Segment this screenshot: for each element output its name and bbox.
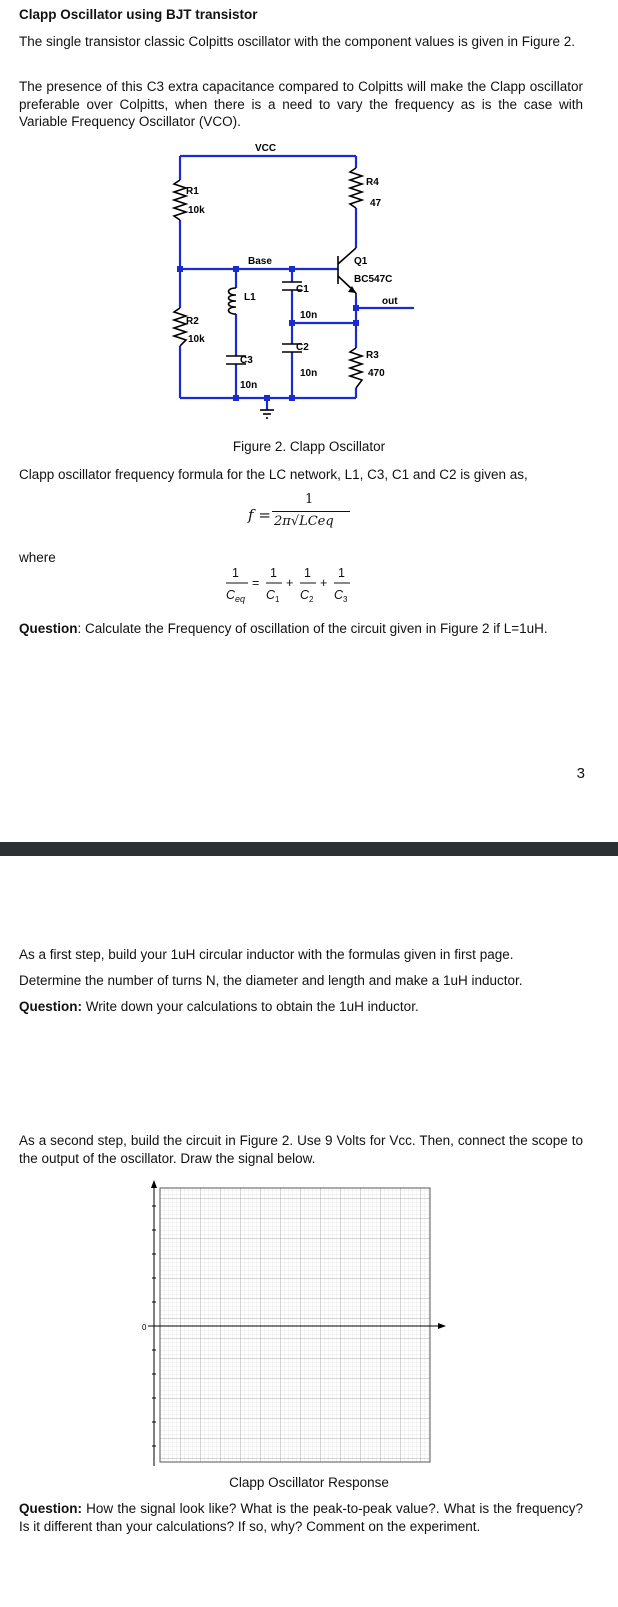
step2-paragraph: As a second step, build the circuit in Figure 2. Use 9 Volts for Vcc. Then, connect the scope to the output of the oscillator. Draw the signal below. bbox=[19, 1133, 583, 1166]
question-label: Question bbox=[19, 621, 78, 636]
svg-text:C: C bbox=[300, 588, 310, 602]
svg-text:+: + bbox=[320, 576, 328, 590]
svg-text:+: + bbox=[286, 576, 294, 590]
svg-text:2: 2 bbox=[309, 595, 314, 604]
where-label: where bbox=[19, 550, 56, 565]
frequency-formula bbox=[248, 492, 368, 538]
graph-caption: Clapp Oscillator Response bbox=[229, 1475, 389, 1490]
svg-text:C: C bbox=[334, 588, 344, 602]
r1-label: R1 bbox=[186, 186, 199, 197]
oscillator-response-graph[interactable] bbox=[140, 1178, 460, 1468]
svg-text:=: = bbox=[252, 576, 260, 590]
clapp-oscillator-schematic bbox=[160, 138, 440, 438]
svg-text:1: 1 bbox=[232, 566, 239, 580]
question-text: : Calculate the Frequency of oscillation of the circuit given in Figure 2 if L=1uH. bbox=[77, 621, 548, 636]
out-label: out bbox=[382, 296, 398, 307]
r2-label: R2 bbox=[186, 316, 199, 327]
base-label: Base bbox=[248, 256, 272, 267]
c2-value: 10n bbox=[300, 368, 318, 379]
r1-value: 10k bbox=[188, 205, 205, 216]
question-response-text: How the signal look like? What is the peak-to-peak value?. What is the frequency? Is it different than your calculations? If so, why? Comment on the experiment. bbox=[19, 1501, 583, 1534]
formula-lhs: f = bbox=[248, 506, 271, 524]
question-response bbox=[19, 1500, 583, 1535]
svg-text:C: C bbox=[226, 588, 236, 602]
question-response-label: Question: bbox=[19, 1501, 82, 1516]
c1-value: 10n bbox=[300, 310, 318, 321]
question-inductor bbox=[19, 998, 583, 1016]
page-title: Clapp Oscillator using BJT transistor bbox=[19, 7, 258, 22]
step1-line-b: Determine the number of turns N, the diameter and length and make a 1uH inductor. bbox=[19, 973, 523, 988]
q1-model: BC547C bbox=[354, 274, 393, 285]
intro-paragraph-2: The presence of this C3 extra capacitance compared to Colpitts will make the Clapp oscillator preferable over Colpitts, when there is a need to vary the frequency as is the case with Variable Frequency Oscillator (VCO). bbox=[19, 79, 583, 130]
c3-value: 10n bbox=[240, 380, 258, 391]
q1-label: Q1 bbox=[354, 256, 368, 267]
question-1 bbox=[19, 620, 583, 638]
c2-label: C2 bbox=[296, 342, 309, 353]
question-inductor-label: Question: bbox=[19, 999, 82, 1014]
svg-text:3: 3 bbox=[343, 595, 348, 604]
page-divider bbox=[0, 842, 618, 856]
r3-label: R3 bbox=[366, 350, 379, 361]
c1-label: C1 bbox=[296, 284, 309, 295]
graph-grid bbox=[160, 1188, 430, 1462]
r3-value: 470 bbox=[368, 368, 385, 379]
intro-paragraph-1: The single transistor classic Colpitts oscillator with the component values is given in Figure 2. bbox=[19, 34, 575, 49]
r2-value: 10k bbox=[188, 334, 205, 345]
ceq-formula bbox=[226, 563, 366, 607]
r4-value: 47 bbox=[370, 198, 382, 209]
page-number: 3 bbox=[576, 765, 585, 782]
formula-numerator: 1 bbox=[305, 492, 314, 507]
vcc-label: VCC bbox=[255, 143, 277, 154]
graph-zero-label: 0 bbox=[142, 1323, 147, 1332]
svg-text:1: 1 bbox=[270, 566, 277, 580]
step1-line-a: As a first step, build your 1uH circular inductor with the formulas given in first page. bbox=[19, 947, 514, 962]
l1-label: L1 bbox=[244, 292, 256, 303]
question-inductor-text: Write down your calculations to obtain the 1uH inductor. bbox=[82, 999, 419, 1014]
page-2 bbox=[0, 856, 618, 1607]
figure-caption: Figure 2. Clapp Oscillator bbox=[232, 439, 386, 454]
svg-text:C: C bbox=[266, 588, 276, 602]
r4-label: R4 bbox=[366, 177, 379, 188]
svg-text:1: 1 bbox=[338, 566, 345, 580]
svg-text:1: 1 bbox=[304, 566, 311, 580]
formula-denominator: 2π√LCeq bbox=[274, 514, 334, 529]
svg-text:eq: eq bbox=[235, 594, 246, 604]
c3-label: C3 bbox=[240, 355, 253, 366]
svg-text:1: 1 bbox=[275, 595, 280, 604]
formula-intro: Clapp oscillator frequency formula for the LC network, L1, C3, C1 and C2 is given as, bbox=[19, 467, 528, 482]
